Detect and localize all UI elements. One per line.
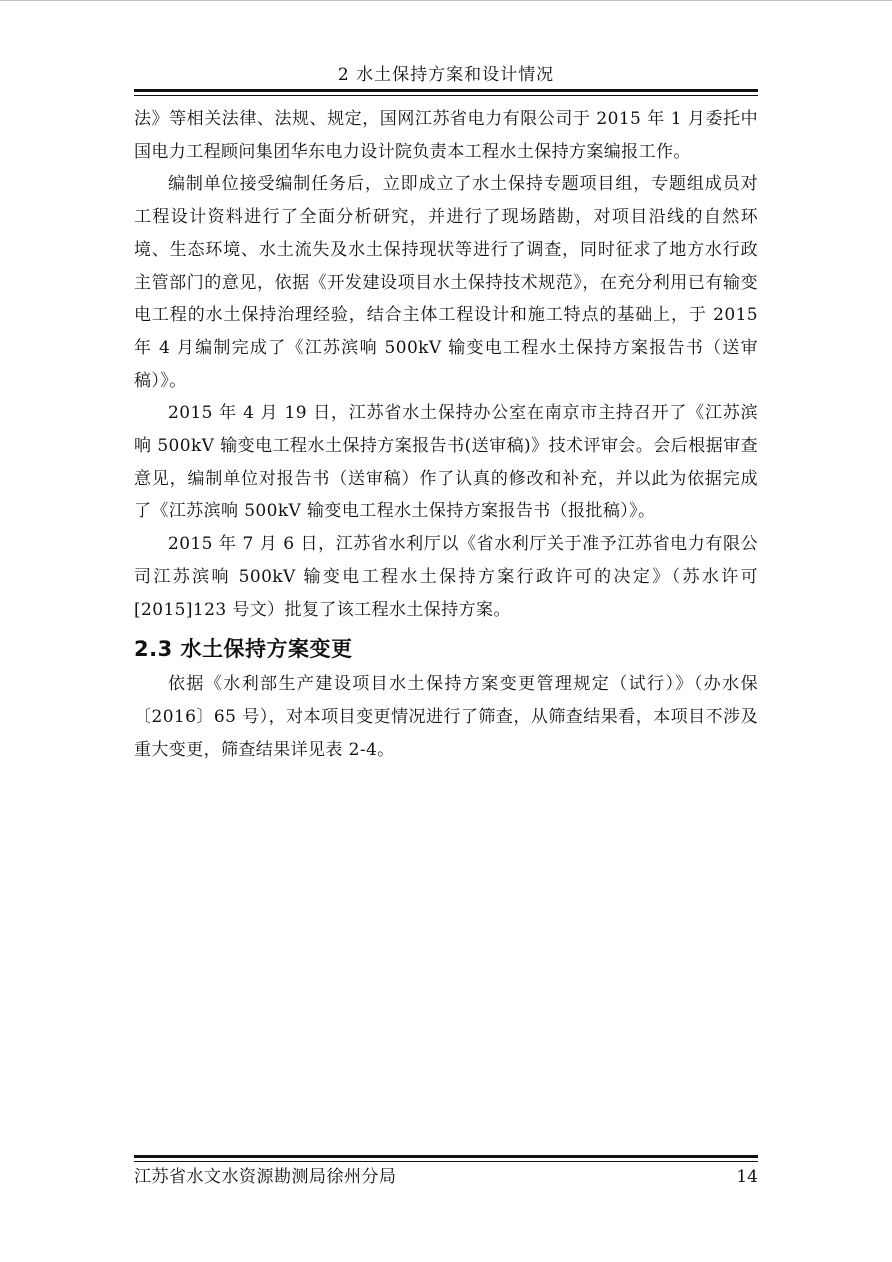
- body-paragraph-continued: 法》等相关法律、法规、规定，国网江苏省电力有限公司于 2015 年 1 月委托中国电力工程顾问集团华东电力设计院负责本工程水土保持方案编报工作。: [134, 109, 758, 162]
- body-paragraph: 依据《水利部生产建设项目水土保持方案变更管理规定（试行）》（办水保〔2016〕65 号），对本项目变更情况进行了筛查，从筛查结果看，本项目不涉及重大变更，筛查结果详见表 2-4。: [134, 674, 758, 760]
- header-rule-thin: [134, 95, 758, 96]
- body-paragraph: 2015 年 4 月 19 日，江苏省水土保持办公室在南京市主持召开了《江苏滨响 500kV 输变电工程水土保持方案报告书(送审稿)》技术评审会。会后根据审查意见，编制单位对报告书（送审稿）作了认真的修改和补充，并以此为依据完成了《江苏滨响 500kV 输变电工程水土保持方案报告书（报批稿）》。: [134, 403, 758, 522]
- document-body: [134, 103, 758, 766]
- body-paragraph: 编制单位接受编制任务后，立即成立了水土保持专题项目组，专题组成员对工程设计资料进行了全面分析研究，并进行了现场踏勘，对项目沿线的自然环境、生态环境、水土流失及水土保持现状等进行了调查，同时征求了地方水行政主管部门的意见，依据《开发建设项目水土保持技术规范》，在充分利用已有输变电工程的水土保持治理经验，结合主体工程设计和施工特点的基础上，于 2015 年 4 月编制完成了《江苏滨响 500kV 输变电工程水土保持方案报告书（送审稿）》。: [134, 174, 758, 391]
- section-heading: 2.3 水土保持方案变更: [134, 637, 353, 662]
- header-rule-thick: [134, 89, 758, 92]
- footer-organization: 江苏省水文水资源勘测局徐州分局: [134, 1167, 397, 1187]
- body-paragraph: 2015 年 7 月 6 日，江苏省水利厅以《省水利厅关于准予江苏省电力有限公司江苏滨响 500kV 输变电工程水土保持方案行政许可的决定》（苏水许可[2015]123 号文）批复了该工程水土保持方案。: [134, 534, 758, 620]
- footer-rule-thin: [134, 1161, 758, 1162]
- footer-rule-thick: [134, 1155, 758, 1158]
- page-top-edge: [0, 0, 892, 1]
- page-number: 14: [736, 1167, 758, 1187]
- running-header: 2 水土保持方案和设计情况: [337, 65, 555, 85]
